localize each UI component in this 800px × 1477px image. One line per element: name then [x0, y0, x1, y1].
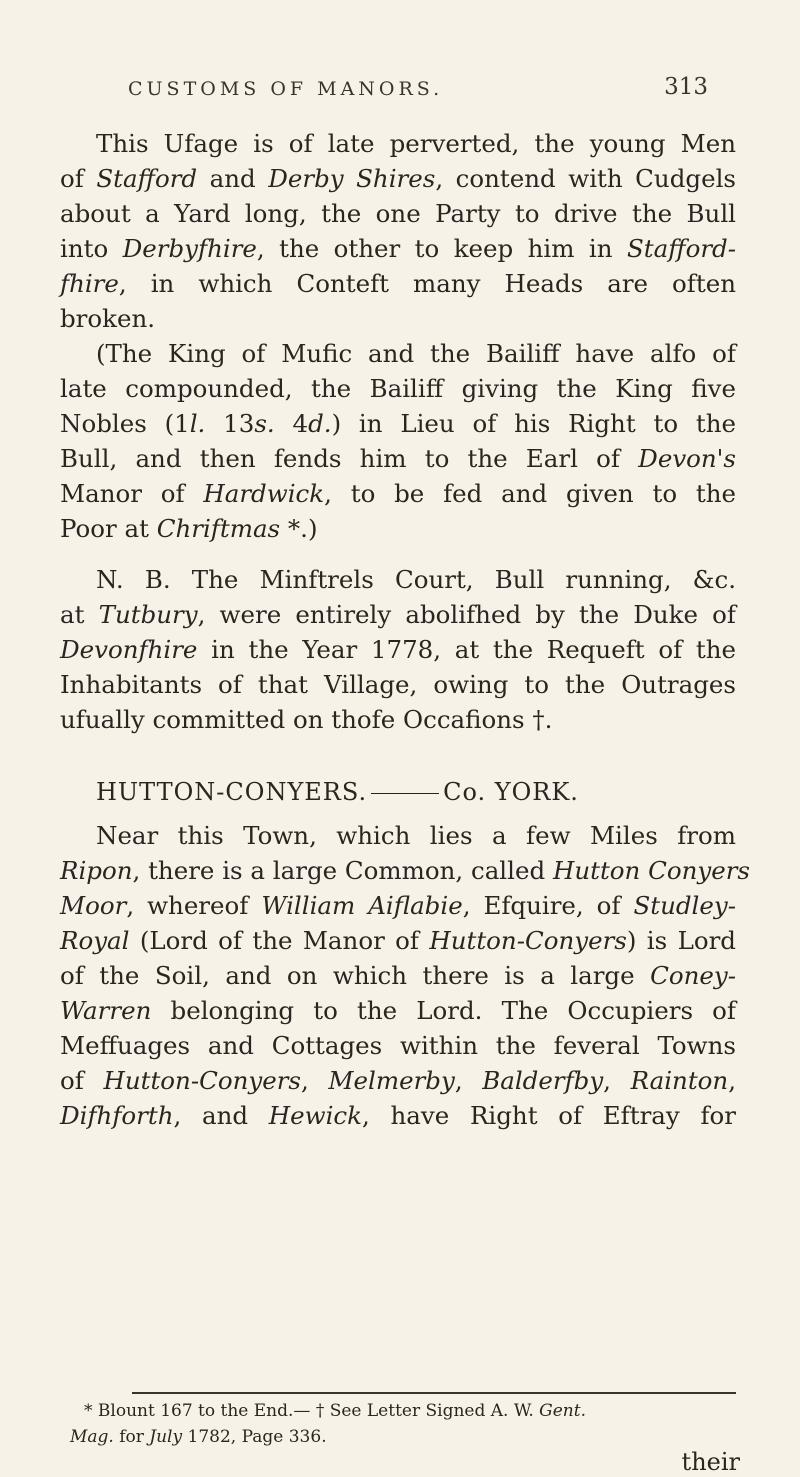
text-line: fhire, in which Conteft many Heads are often — [60, 269, 736, 298]
text-line: Warren belonging to the Lord. The Occupiers of — [60, 996, 736, 1025]
text-line: at Tutbury, were entirely abolifhed by the Duke of — [60, 600, 736, 629]
text-line: Inhabitants of that Village, owing to the Outrages — [60, 670, 736, 699]
text-line: ufually committed on thofe Occafions †. — [60, 705, 553, 734]
text-line: of Hutton-Conyers, Melmerby, Balderfby, Rainton, — [60, 1066, 736, 1095]
text-line: Nobles (1l. 13s. 4d.) in Lieu of his Right to the — [60, 409, 736, 438]
text-line: Poor at Chriftmas *.) — [60, 514, 318, 543]
text-line: Manor of Hardwick, to be fed and given to the — [60, 479, 737, 508]
text-line: Difhforth, and Hewick, have Right of Eftray for — [60, 1101, 736, 1130]
footnote-line: Mag. for July 1782, Page 336. — [70, 1427, 327, 1447]
footnotes — [70, 1398, 736, 1450]
text-line: This Ufage is of late perverted, the young Men — [96, 129, 736, 158]
text-line: about a Yard long, the one Party to drive the Bull — [60, 199, 736, 228]
paragraph-4 — [60, 818, 751, 1133]
text-line: of Stafford and Derby Shires, contend with Cudgels — [60, 164, 736, 193]
running-header — [128, 74, 708, 100]
paragraph-3 — [60, 562, 736, 737]
section-heading — [96, 778, 579, 806]
text-line: N. B. The Minftrels Court, Bull running, &c. — [96, 565, 736, 594]
heading-dash — [371, 793, 439, 794]
text-line: Meffuages and Cottages within the feveral Towns — [60, 1031, 736, 1060]
running-title: CUSTOMS OF MANORS. — [128, 78, 444, 100]
county-name: Co. YORK. — [443, 778, 579, 806]
text-line: broken. — [60, 304, 156, 333]
footnote-rule — [132, 1392, 736, 1394]
place-name: HUTTON-CONYERS. — [96, 778, 368, 806]
text-line: (The King of Mufic and the Bailiff have alfo of — [96, 339, 736, 368]
text-line: Near this Town, which lies a few Miles from — [96, 821, 736, 850]
text-line: Royal (Lord of the Manor of Hutton-Conyers) is Lord — [60, 926, 736, 955]
text-line: Devonfhire in the Year 1778, at the Requeft of the — [60, 635, 736, 664]
paragraph-2 — [60, 336, 736, 546]
text-line: Moor, whereof William Aiflabie, Efquire, of Studley- — [60, 891, 736, 920]
text-line: of the Soil, and on which there is a large Coney- — [60, 961, 736, 990]
text-line: Ripon, there is a large Common, called Hutton Conyers — [60, 856, 751, 885]
page-number: 313 — [664, 74, 708, 100]
catchword: their — [681, 1448, 740, 1476]
text-line: late compounded, the Bailiff giving the King five — [60, 374, 736, 403]
text-line: into Derbyfhire, the other to keep him in Stafford- — [60, 234, 736, 263]
footnote-line: * Blount 167 to the End.— † See Letter Signed A. W. Gent. — [84, 1401, 586, 1421]
text-line: Bull, and then fends him to the Earl of Devon's — [60, 444, 736, 473]
paragraph-1 — [60, 126, 736, 336]
